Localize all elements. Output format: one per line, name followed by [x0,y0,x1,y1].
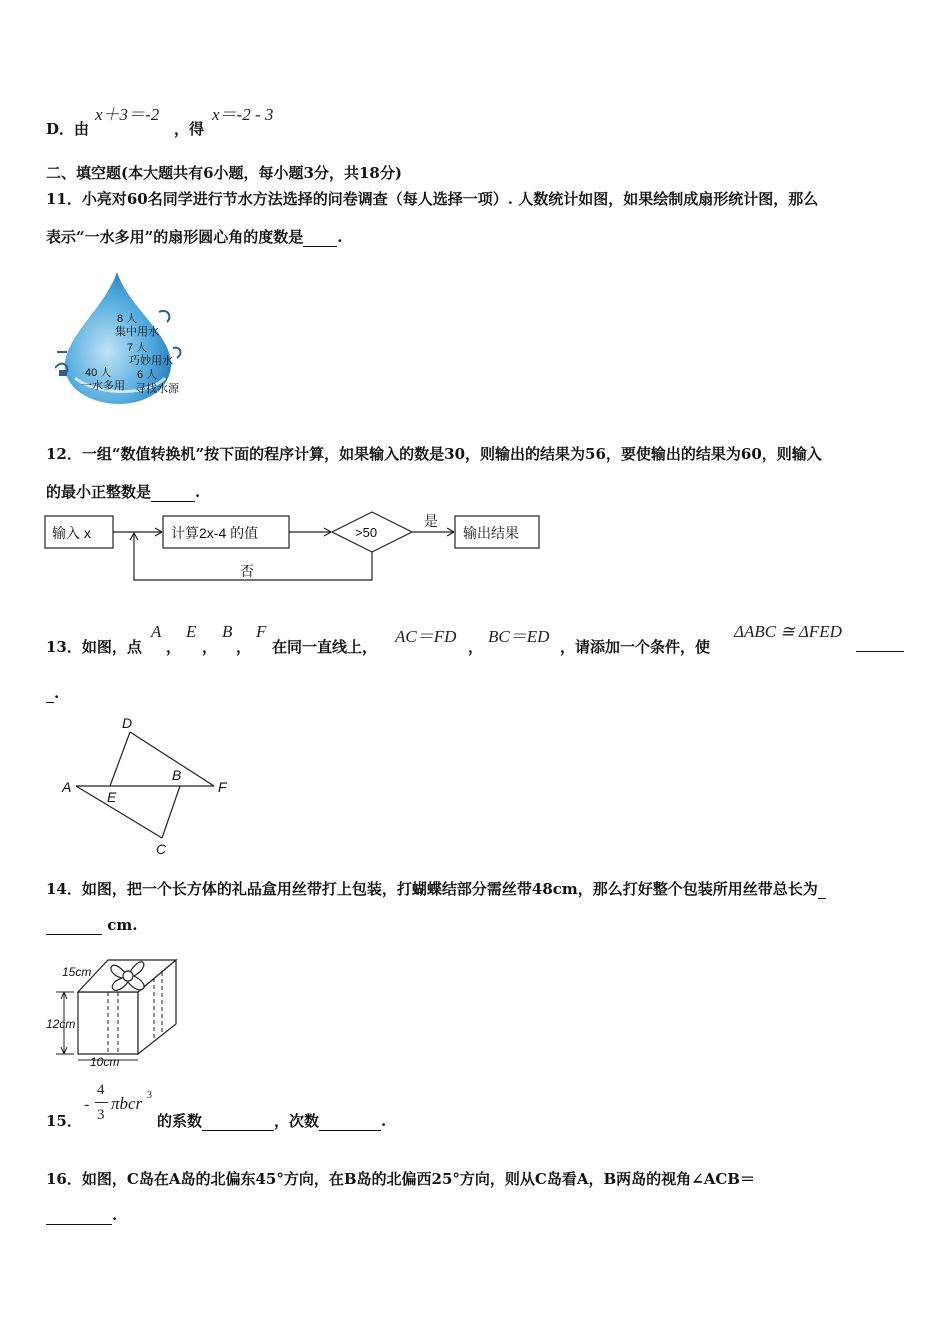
flow-compute-label: 计算2x-4 的值 [171,525,259,541]
q13-prefix: 13．如图，点 [46,638,142,656]
option-d-label: D．由 [46,120,90,138]
q13-comma: ， [202,638,218,656]
gift-box-figure [44,948,194,1072]
q13-point-e: E [186,622,197,641]
q15-part1: 的系数 [157,1112,203,1130]
q11-line2 [46,226,343,247]
label-yishui-name: 一水多用 [81,380,125,392]
q15-end: . [381,1112,387,1130]
q13-eq2: BC＝ED [488,627,550,646]
q11-end: . [337,228,343,246]
q13-comma: ， [166,638,182,656]
q13-point-b: B [222,622,233,641]
q14-unit: cm. [107,916,138,934]
q14-text: 14．如图，把一个长方体的礼品盒用丝带打上包装，打蝴蝶结部分需丝带48cm，那么打好整个包装所用丝带总长为 [46,880,818,898]
flow-yes-label: 是 [424,513,438,529]
label-qiaomiao-count: 7 人 [127,342,148,354]
q15-part2: ，次数 [274,1112,320,1130]
q13-label-d: D [122,715,133,731]
q13-tail: ，请添加一个条件，使 [560,638,711,656]
q11-answer-blank [303,228,337,247]
dim-width: 10cm [90,1055,120,1069]
q14-line1 [46,878,826,899]
q14-line2 [46,916,137,935]
q16-answer-blank [46,1206,112,1225]
q15-numerator: 4 [97,1082,105,1098]
q15-expression: πbcr [111,1094,143,1113]
q13-label-e: E [107,789,117,805]
q12-text: 的最小正整数是 [46,483,152,501]
flow-output-label: 输出结果 [463,525,519,541]
flow-condition-label: >50 [355,525,378,540]
flowchart [44,506,544,586]
q13-comma: ， [236,638,252,656]
flow-input-label: 输入 x [52,525,91,541]
q13-label-f: F [218,779,227,795]
q13-eq1: AC＝FD [395,627,457,646]
flow-no-label: 否 [240,563,254,579]
q14-answer-blank [46,916,102,935]
q15-denominator: 3 [97,1107,105,1123]
option-d-separator: ，得 [174,120,205,138]
q11-text: 表示“一水多用”的扇形圆心角的度数是 [46,228,304,246]
label-jizhong-name: 集中用水 [115,326,159,338]
label-qiaomiao-name: 巧妙用水 [129,355,173,367]
q13-answer-blank [856,636,904,652]
label-jizhong-count: 8 人 [117,313,138,325]
q13-mid: 在同一直线上， [272,638,378,656]
q15-fraction-bar [95,1102,108,1103]
section-title: 二、填空题(本大题共有6小题，每小题3分，共18分) [46,164,402,182]
q16-line1: 16．如图，C岛在A岛的北偏东45°方向，在B岛的北偏西25°方向，则从C岛看A，B两岛的视角∠ACB＝ [46,1170,755,1188]
q15-number: 15． [46,1112,82,1130]
q13-point-a: A [151,622,162,641]
q13-label-b: B [172,767,182,783]
q12-end: . [195,483,201,501]
q16-end: . [112,1206,118,1224]
q13-comma: ， [468,638,484,656]
q15-tail [157,1110,386,1131]
q16-line2 [46,1206,117,1225]
q13-point-f: F [256,622,267,641]
q11-line1: 11．小亮对60名同学进行节水方法选择的问卷调查（每人选择一项）. 人数统计如图，如果绘制成扇形统计图，那么 [46,190,819,208]
dim-height: 12cm [46,1017,76,1031]
q12-line2 [46,481,200,502]
q13-label-c: C [156,841,167,857]
label-xunzhao-count: 6 人 [137,369,158,381]
q15-blank-degree [319,1112,381,1131]
q13-end: . [54,684,60,702]
option-d-equation-2: x＝-2 - 3 [212,105,274,124]
option-d-equation-1: x＋3＝-2 [95,105,160,124]
q15-blank-coef [202,1112,274,1131]
q12-line1: 12．一组“数值转换机”按下面的程序计算，如果输入的数是30，则输出的结果为56，要使输出的结果为60，则输入 [46,445,822,463]
q13-congruence: ΔABC ≅ ΔFED [734,622,842,641]
q13-answer-blank-cont [46,684,59,703]
q12-answer-blank [151,483,195,502]
label-xunzhao-name: 寻找水源 [135,383,179,395]
q15-exponent: 3 [147,1090,152,1101]
q13-triangle-figure [58,712,238,858]
q15-sign: - [84,1096,90,1113]
q13-label-a: A [62,779,72,795]
water-drop-figure [55,268,195,408]
dim-depth: 15cm [62,965,92,979]
label-yishui-count: 40 人 [85,367,112,379]
